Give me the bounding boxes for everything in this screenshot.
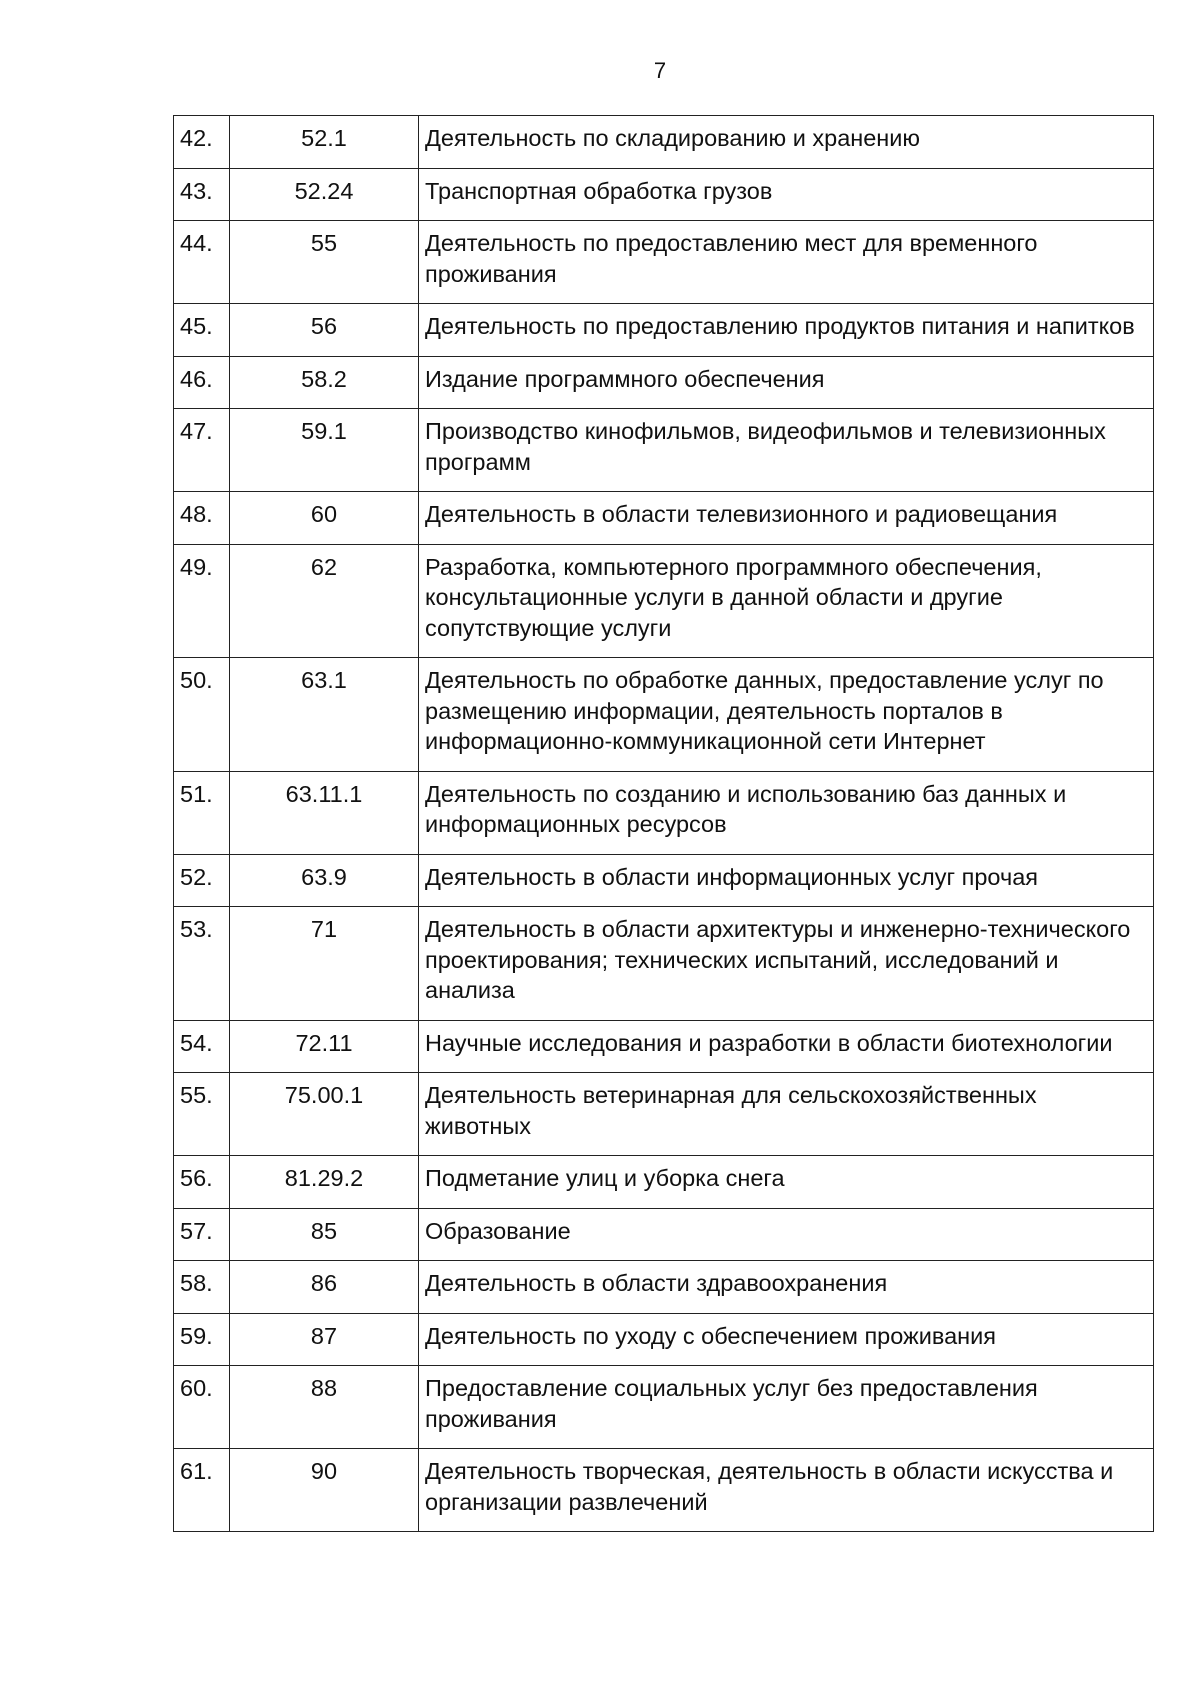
activity-code-cell: 59.1	[230, 409, 419, 492]
activity-description-cell: Научные исследования и разработки в области биотехнологии	[419, 1020, 1154, 1073]
activity-code-cell: 87	[230, 1313, 419, 1366]
table-row	[174, 1073, 1154, 1156]
activity-code-cell: 63.9	[230, 854, 419, 907]
row-number-cell: 45.	[174, 304, 230, 357]
row-number-cell: 56.	[174, 1156, 230, 1209]
table-row	[174, 658, 1154, 772]
table-row	[174, 1366, 1154, 1449]
table-row	[174, 771, 1154, 854]
activity-code-cell: 88	[230, 1366, 419, 1449]
activity-description-cell: Деятельность по обработке данных, предоставление услуг по размещению информации, деятельность порталов в информационно-коммуникационной сети Интернет	[419, 658, 1154, 772]
activity-description-cell: Деятельность в области здравоохранения	[419, 1261, 1154, 1314]
row-number-cell: 47.	[174, 409, 230, 492]
table-row	[174, 907, 1154, 1021]
row-number-cell: 44.	[174, 221, 230, 304]
activity-code-cell: 63.11.1	[230, 771, 419, 854]
activity-code-cell: 56	[230, 304, 419, 357]
activity-code-cell: 63.1	[230, 658, 419, 772]
row-number-cell: 59.	[174, 1313, 230, 1366]
row-number-cell: 43.	[174, 168, 230, 221]
table-row	[174, 544, 1154, 658]
table-row	[174, 409, 1154, 492]
activity-description-cell: Деятельность в области архитектуры и инженерно-технического проектирования; технических испытаний, исследований и анализа	[419, 907, 1154, 1021]
activity-description-cell: Деятельность в области информационных услуг прочая	[419, 854, 1154, 907]
row-number-cell: 49.	[174, 544, 230, 658]
table-row	[174, 854, 1154, 907]
row-number-cell: 57.	[174, 1208, 230, 1261]
table-row	[174, 1020, 1154, 1073]
row-number-cell: 54.	[174, 1020, 230, 1073]
activity-description-cell: Деятельность по складированию и хранению	[419, 116, 1154, 169]
activity-description-cell: Деятельность по предоставлению продуктов питания и напитков	[419, 304, 1154, 357]
table-row	[174, 116, 1154, 169]
activity-code-cell: 90	[230, 1449, 419, 1532]
row-number-cell: 42.	[174, 116, 230, 169]
table-row	[174, 168, 1154, 221]
activity-description-cell: Издание программного обеспечения	[419, 356, 1154, 409]
activity-code-cell: 52.1	[230, 116, 419, 169]
activity-description-cell: Предоставление социальных услуг без предоставления проживания	[419, 1366, 1154, 1449]
table-row	[174, 356, 1154, 409]
row-number-cell: 52.	[174, 854, 230, 907]
activity-code-cell: 55	[230, 221, 419, 304]
activity-description-cell: Деятельность по созданию и использованию баз данных и информационных ресурсов	[419, 771, 1154, 854]
row-number-cell: 48.	[174, 492, 230, 545]
table-row	[174, 492, 1154, 545]
activity-code-cell: 85	[230, 1208, 419, 1261]
row-number-cell: 55.	[174, 1073, 230, 1156]
activity-description-cell: Деятельность по предоставлению мест для временного проживания	[419, 221, 1154, 304]
activity-description-cell: Производство кинофильмов, видеофильмов и телевизионных программ	[419, 409, 1154, 492]
row-number-cell: 58.	[174, 1261, 230, 1314]
row-number-cell: 50.	[174, 658, 230, 772]
activity-description-cell: Разработка, компьютерного программного обеспечения, консультационные услуги в данной области и другие сопутствующие услуги	[419, 544, 1154, 658]
table-row	[174, 1313, 1154, 1366]
row-number-cell: 60.	[174, 1366, 230, 1449]
activity-description-cell: Деятельность в области телевизионного и радиовещания	[419, 492, 1154, 545]
activity-code-cell: 75.00.1	[230, 1073, 419, 1156]
activity-code-cell: 62	[230, 544, 419, 658]
activity-code-cell: 81.29.2	[230, 1156, 419, 1209]
row-number-cell: 53.	[174, 907, 230, 1021]
activity-description-cell: Деятельность творческая, деятельность в области искусства и организации развлечений	[419, 1449, 1154, 1532]
activity-description-cell: Деятельность по уходу с обеспечением проживания	[419, 1313, 1154, 1366]
table-row	[174, 304, 1154, 357]
activity-description-cell: Образование	[419, 1208, 1154, 1261]
row-number-cell: 61.	[174, 1449, 230, 1532]
activity-codes-table	[173, 115, 1154, 1532]
activity-description-cell: Деятельность ветеринарная для сельскохозяйственных животных	[419, 1073, 1154, 1156]
activity-code-cell: 86	[230, 1261, 419, 1314]
row-number-cell: 51.	[174, 771, 230, 854]
table-row	[174, 1208, 1154, 1261]
activity-code-cell: 58.2	[230, 356, 419, 409]
row-number-cell: 46.	[174, 356, 230, 409]
activity-description-cell: Транспортная обработка грузов	[419, 168, 1154, 221]
table-row	[174, 1449, 1154, 1532]
activity-code-cell: 60	[230, 492, 419, 545]
page-number: 7	[653, 58, 667, 83]
table-row	[174, 1156, 1154, 1209]
table-body	[174, 116, 1154, 1532]
activity-description-cell: Подметание улиц и уборка снега	[419, 1156, 1154, 1209]
activity-code-cell: 71	[230, 907, 419, 1021]
activity-code-cell: 72.11	[230, 1020, 419, 1073]
activity-code-cell: 52.24	[230, 168, 419, 221]
table-row	[174, 1261, 1154, 1314]
table-row	[174, 221, 1154, 304]
